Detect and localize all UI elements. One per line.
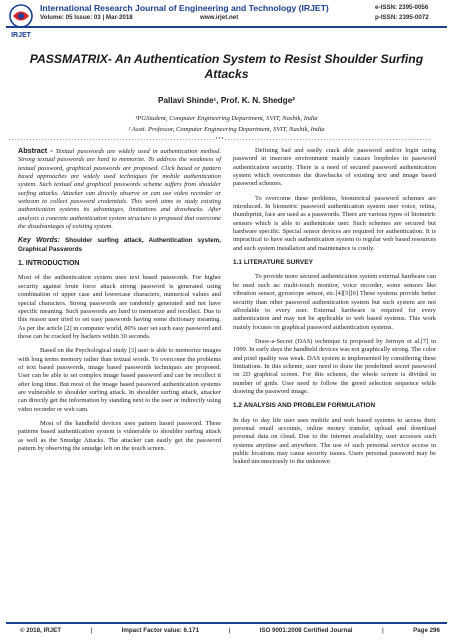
keywords: [18, 237, 221, 254]
volume-issue: Volume: 05 Issue: 03 | Mar-2018: [40, 14, 133, 21]
footer-copyright: © 2018, IRJET: [20, 627, 62, 634]
footer-separator: |: [228, 627, 231, 634]
pissn: p-ISSN: 2395-0072: [375, 14, 429, 21]
paper-authors: Pallavi Shinde¹, Prof. K. N. Shedge²: [158, 96, 295, 105]
keywords-heading: Key Words:: [18, 237, 61, 245]
eissn: e-ISSN: 2395-0056: [375, 4, 429, 11]
literature-paragraph-1: To provide more secured authentication system external hardware can be used such as: multi-touch monitor, voice recorder, some sensors like vibration sensor, gyroscope sensor, etc.[4][5][6] These systems provide better security than other password authentication system but such system are not affordable to every user. External hardware is required for every authentication and may not be applicable to web based systems. This work mainly focuses on graphical password authentication systems.: [233, 273, 436, 331]
intro-heading: 1. INTRODUCTION: [18, 260, 80, 268]
footer-iso: ISO 9001:2008 Certified Journal: [259, 627, 353, 634]
footer-page-number: Page 296: [413, 627, 440, 634]
header-rule: [6, 26, 447, 28]
abstract-heading: Abstract -: [18, 146, 53, 155]
abstract: [18, 147, 221, 231]
journal-website: www.irjet.net: [200, 14, 239, 21]
right-paragraph-2: To overcome these problems, biometrical password schemes are introduced. In biometric password authentication system user voice, retina, thumbprint, face are used as a passwords. There are various types of biometric sensors which is able to authenticate user. Such schemes are secured but hardware specific. Special sensor devices are required for authentication. It is impractical to have such authentication system to regular web based resources and such system installation and maintenance is costly.: [233, 194, 436, 252]
affiliation-1: ¹PGStudent, Computer Engineering Department, SVIT, Nashik, India: [135, 115, 318, 122]
problem-paragraph-1: In day to day life user uses mobile and web based systems to access their personal email accounts, online money transfer, upload and download personal data on cloud. Due to the internet availability, user accesses such systems anytime and anywhere. The use of such personal service access in public locations may cause security issues. Users personal password may be leaked unconsciously to the unknown: [233, 416, 436, 466]
literature-paragraph-2: Draw-a-Secret (DAS) technique is proposed by Jermyn et al.[7] in 1999. In early days the handheld devices was not graphically strong. The color and pixel quality was weak. DAS system is implemented by considering these limitations. In this scheme, user need to draw the predefined secret password on 2D graphical screen. For this scheme, the whole screen is divided in number of grids. User need to follow the greed selection sequence while drawing the password image.: [233, 337, 436, 395]
paper-title: PASSMATRIX- An Authentication System to Resist Shoulder Surfing Attacks: [29, 52, 424, 81]
problem-formulation-heading: 1.2 ANALYSIS AND PROBLEM FORMULATION: [233, 402, 376, 410]
literature-survey-heading: 1.1 LITERATURE SURVEY: [233, 259, 313, 267]
right-paragraph-1: Defining bad and easily crack able password and/or login using password in insecure environment mainly causes loopholes in password authentication security. There is a need of secured password authentication system which overcomes the drawbacks of existing text and image based password schemes.: [233, 147, 436, 188]
intro-paragraph-3: Most of the handheld devices uses pattern based password. These patterns based authentication system is vulnerable to shoulder surfing attack as well as the Smudge Attacks. The attacker can easily get the password pattern by observing the smudge left on the touch screen.: [18, 419, 221, 452]
footer-rule: [6, 622, 447, 624]
footer-impact-factor: Impact Factor value: 6.171: [121, 627, 200, 634]
footer-separator: |: [90, 627, 93, 634]
journal-footer: [0, 620, 453, 640]
svg-text:IRJET: IRJET: [11, 32, 31, 39]
journal-name: International Research Journal of Engineering and Technology (IRJET): [40, 3, 329, 13]
footer-text: [20, 627, 440, 634]
intro-paragraph-1: Most of the authentication system uses text based passwords. For higher security against brute force attack strong password is generated using combination of upper case and lowercase characters, numerical values and special characters. Strong passwords are randomly generated and not have specific meaning. Such passwords are hard to memorize and recollect. Due to this reason user tried to set easy passwords having some dictionary meaning. As per the article [2] in computer world, 80% user set such easy password and those can be cracked by hackers within 30 seconds.: [18, 274, 221, 340]
journal-header: [0, 0, 453, 46]
section-separator: ---------------------------------------------------------------------***---------------------------------------------------------------------: [8, 137, 432, 143]
intro-paragraph-2: Based on the Psychological study [3] user is able to memorize images with long terms memory rather than textual words. To overcome the problems of text based passwords, image based passwords techniques are proposed. User can be able to set complex image based password and can be recollect it after long time. But most of the image based password authentication systems are vulnerable to shoulder surfing attack. In shoulder surfing attack, attacker can directly get the information by standing next to the user or indirectly using video recorder or web cam.: [18, 347, 221, 413]
footer-separator: |: [381, 627, 384, 634]
abstract-text: Textual passwords are widely used in authentication method. Strong textual passwords are hard to memorize. To address the weakness of textual password, graphical passwords are proposed. Click based or pattern based approaches are widely used techniques for mobile authentication system. Such textual and graphical passwords scheme suffers from shoulder surfing attacks. Attacker can directly observe or can use video recorder or webcam to collect password credentials. This work aims to study existing authentication systems its advantages, limitations and drawbacks. After analysis a concrete authentication system structure is proposed that overcome the disadvantages of existing system.: [18, 148, 221, 231]
affiliation-2: ² Asstt. Professor, Computer Engineering Department, SVIT, Nashik, India: [128, 126, 325, 133]
irjet-logo: [8, 3, 34, 43]
keywords-text: Shoulder surfing attack, Authentication system, Graphical Passwords: [18, 237, 221, 253]
right-column: [233, 147, 436, 473]
left-column: [18, 147, 221, 459]
